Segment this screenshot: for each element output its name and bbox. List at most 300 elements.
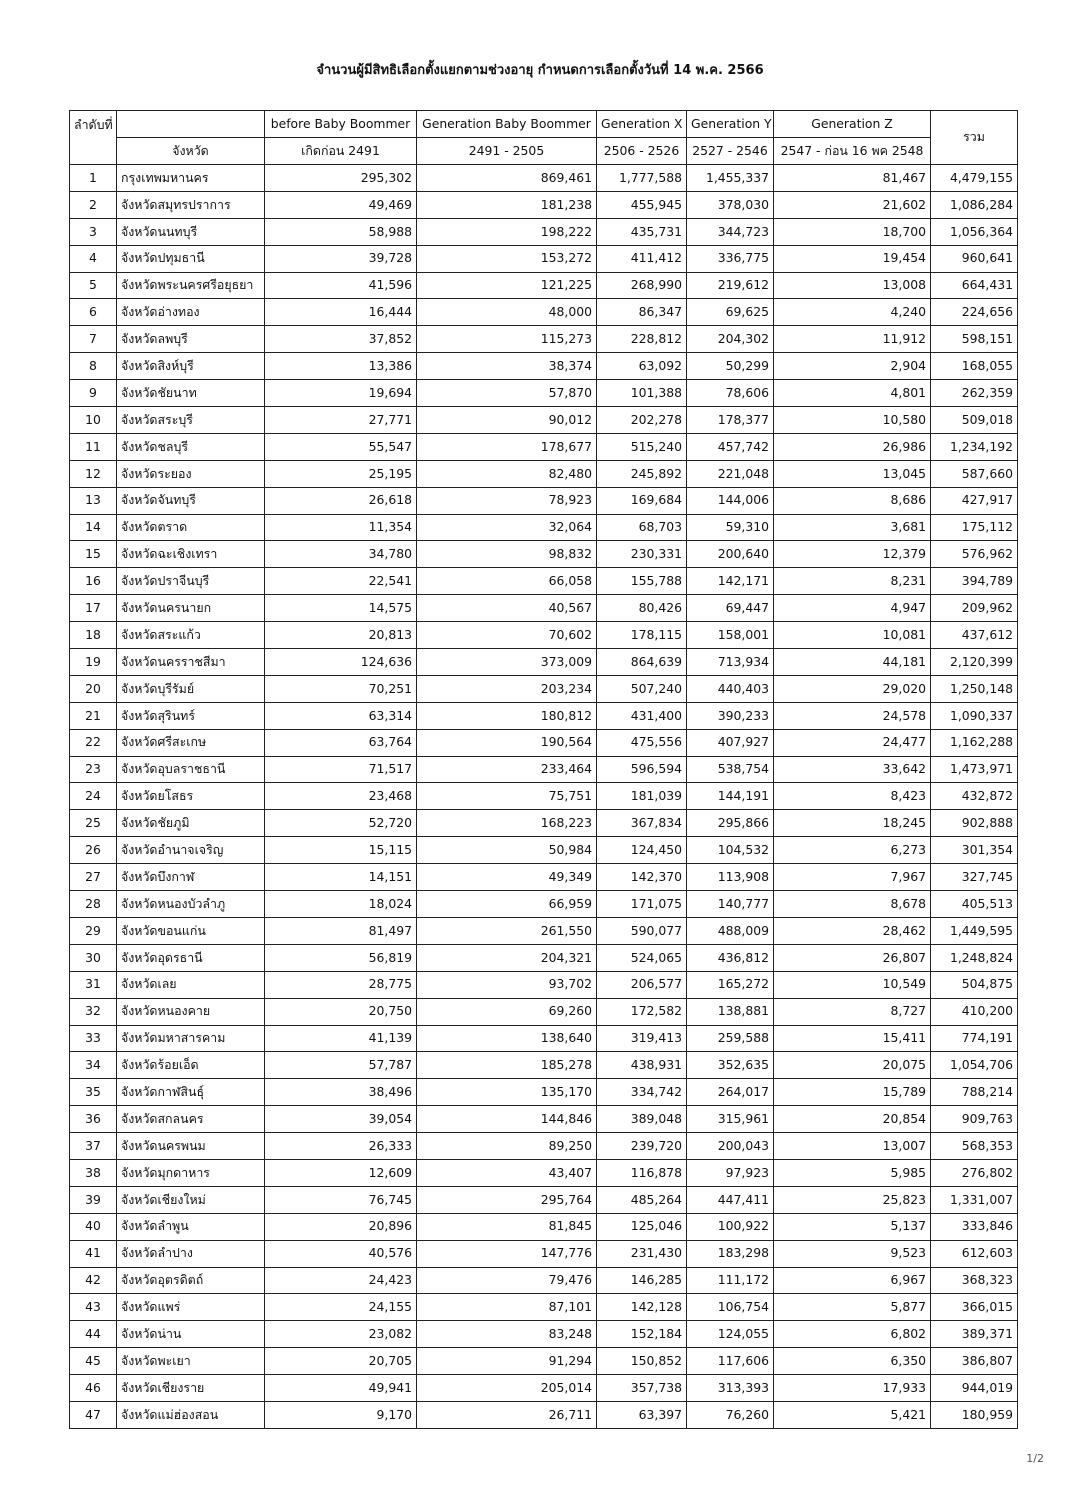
province-cell: จังหวัดสิงห์บุรี (117, 353, 265, 380)
total-cell: 664,431 (931, 272, 1018, 299)
total-cell: 410,200 (931, 998, 1018, 1025)
rank-cell: 4 (70, 245, 117, 272)
gen-x-cell: 152,184 (597, 1321, 687, 1348)
boomer-cell: 93,702 (417, 971, 597, 998)
header-range-y: 2527 - 2546 (687, 138, 774, 165)
total-cell: 276,802 (931, 1159, 1018, 1186)
table-row (70, 837, 1018, 864)
table-row (70, 487, 1018, 514)
gen-x-cell: 124,450 (597, 837, 687, 864)
before-boomer-cell: 26,618 (265, 487, 417, 514)
table-row (70, 1133, 1018, 1160)
boomer-cell: 48,000 (417, 299, 597, 326)
gen-x-cell: 357,738 (597, 1375, 687, 1402)
rank-cell: 12 (70, 460, 117, 487)
table-row (70, 917, 1018, 944)
province-cell: จังหวัดตราด (117, 514, 265, 541)
table-row (70, 407, 1018, 434)
gen-y-cell: 200,640 (687, 541, 774, 568)
total-cell: 389,371 (931, 1321, 1018, 1348)
province-cell: จังหวัดชัยภูมิ (117, 810, 265, 837)
rank-cell: 9 (70, 380, 117, 407)
gen-y-cell: 352,635 (687, 1052, 774, 1079)
gen-x-cell: 596,594 (597, 756, 687, 783)
before-boomer-cell: 22,541 (265, 568, 417, 595)
before-boomer-cell: 55,547 (265, 433, 417, 460)
total-cell: 224,656 (931, 299, 1018, 326)
boomer-cell: 869,461 (417, 165, 597, 192)
gen-y-cell: 447,411 (687, 1186, 774, 1213)
total-cell: 568,353 (931, 1133, 1018, 1160)
table-row (70, 380, 1018, 407)
total-cell: 168,055 (931, 353, 1018, 380)
gen-z-cell: 25,823 (774, 1186, 931, 1213)
total-cell: 1,449,595 (931, 917, 1018, 944)
gen-x-cell: 142,370 (597, 864, 687, 891)
total-cell: 944,019 (931, 1375, 1018, 1402)
total-cell: 4,479,155 (931, 165, 1018, 192)
header-gen-z: Generation Z (774, 111, 931, 138)
gen-x-cell: 155,788 (597, 568, 687, 595)
rank-cell: 6 (70, 299, 117, 326)
rank-cell: 35 (70, 1079, 117, 1106)
total-cell: 774,191 (931, 1025, 1018, 1052)
province-cell: จังหวัดเชียงใหม่ (117, 1186, 265, 1213)
gen-z-cell: 5,985 (774, 1159, 931, 1186)
gen-x-cell: 1,777,588 (597, 165, 687, 192)
gen-y-cell: 69,625 (687, 299, 774, 326)
gen-y-cell: 336,775 (687, 245, 774, 272)
rank-cell: 11 (70, 433, 117, 460)
province-cell: จังหวัดปราจีนบุรี (117, 568, 265, 595)
gen-y-cell: 113,908 (687, 864, 774, 891)
total-cell: 902,888 (931, 810, 1018, 837)
gen-z-cell: 8,727 (774, 998, 931, 1025)
boomer-cell: 49,349 (417, 864, 597, 891)
gen-z-cell: 26,986 (774, 433, 931, 460)
before-boomer-cell: 18,024 (265, 891, 417, 918)
total-cell: 405,513 (931, 891, 1018, 918)
gen-z-cell: 15,789 (774, 1079, 931, 1106)
header-row-2 (70, 138, 1018, 165)
gen-x-cell: 228,812 (597, 326, 687, 353)
rank-cell: 7 (70, 326, 117, 353)
table-row (70, 541, 1018, 568)
table-row (70, 272, 1018, 299)
before-boomer-cell: 41,596 (265, 272, 417, 299)
table-row (70, 1186, 1018, 1213)
gen-x-cell: 68,703 (597, 514, 687, 541)
province-cell: จังหวัดลพบุรี (117, 326, 265, 353)
gen-y-cell: 264,017 (687, 1079, 774, 1106)
province-cell: จังหวัดพะเยา (117, 1348, 265, 1375)
province-cell: จังหวัดปทุมธานี (117, 245, 265, 272)
gen-z-cell: 20,075 (774, 1052, 931, 1079)
gen-x-cell: 150,852 (597, 1348, 687, 1375)
gen-x-cell: 239,720 (597, 1133, 687, 1160)
boomer-cell: 233,464 (417, 756, 597, 783)
table-row (70, 1079, 1018, 1106)
before-boomer-cell: 9,170 (265, 1401, 417, 1428)
boomer-cell: 57,870 (417, 380, 597, 407)
gen-x-cell: 63,092 (597, 353, 687, 380)
table-row (70, 864, 1018, 891)
before-boomer-cell: 39,054 (265, 1106, 417, 1133)
table-row (70, 998, 1018, 1025)
gen-x-cell: 411,412 (597, 245, 687, 272)
rank-cell: 26 (70, 837, 117, 864)
gen-x-cell: 146,285 (597, 1267, 687, 1294)
boomer-cell: 295,764 (417, 1186, 597, 1213)
boomer-cell: 91,294 (417, 1348, 597, 1375)
table-row (70, 1348, 1018, 1375)
gen-y-cell: 315,961 (687, 1106, 774, 1133)
before-boomer-cell: 63,764 (265, 729, 417, 756)
table-row (70, 433, 1018, 460)
rank-cell: 20 (70, 675, 117, 702)
header-province: จังหวัด (117, 138, 265, 165)
boomer-cell: 43,407 (417, 1159, 597, 1186)
gen-y-cell: 144,191 (687, 783, 774, 810)
before-boomer-cell: 39,728 (265, 245, 417, 272)
rank-cell: 33 (70, 1025, 117, 1052)
rank-cell: 8 (70, 353, 117, 380)
province-cell: จังหวัดสมุทรปราการ (117, 191, 265, 218)
table-row (70, 1401, 1018, 1428)
rank-cell: 14 (70, 514, 117, 541)
province-cell: จังหวัดลำปาง (117, 1240, 265, 1267)
table-row (70, 1375, 1018, 1402)
total-cell: 909,763 (931, 1106, 1018, 1133)
gen-x-cell: 142,128 (597, 1294, 687, 1321)
before-boomer-cell: 49,469 (265, 191, 417, 218)
province-cell: จังหวัดนนทบุรี (117, 218, 265, 245)
gen-y-cell: 100,922 (687, 1213, 774, 1240)
total-cell: 1,473,971 (931, 756, 1018, 783)
table-row (70, 756, 1018, 783)
table-row (70, 810, 1018, 837)
boomer-cell: 87,101 (417, 1294, 597, 1321)
province-cell: จังหวัดหนองคาย (117, 998, 265, 1025)
before-boomer-cell: 58,988 (265, 218, 417, 245)
before-boomer-cell: 63,314 (265, 702, 417, 729)
rank-cell: 2 (70, 191, 117, 218)
boomer-cell: 115,273 (417, 326, 597, 353)
gen-z-cell: 19,454 (774, 245, 931, 272)
before-boomer-cell: 124,636 (265, 649, 417, 676)
total-cell: 180,959 (931, 1401, 1018, 1428)
gen-y-cell: 390,233 (687, 702, 774, 729)
gen-z-cell: 3,681 (774, 514, 931, 541)
rank-cell: 19 (70, 649, 117, 676)
gen-z-cell: 5,421 (774, 1401, 931, 1428)
before-boomer-cell: 41,139 (265, 1025, 417, 1052)
gen-y-cell: 165,272 (687, 971, 774, 998)
province-cell: จังหวัดอุตรดิตถ์ (117, 1267, 265, 1294)
boomer-cell: 98,832 (417, 541, 597, 568)
gen-z-cell: 18,245 (774, 810, 931, 837)
boomer-cell: 185,278 (417, 1052, 597, 1079)
gen-z-cell: 18,700 (774, 218, 931, 245)
before-boomer-cell: 71,517 (265, 756, 417, 783)
province-cell: จังหวัดแม่ฮ่องสอน (117, 1401, 265, 1428)
rank-cell: 47 (70, 1401, 117, 1428)
boomer-cell: 144,846 (417, 1106, 597, 1133)
gen-z-cell: 44,181 (774, 649, 931, 676)
province-cell: จังหวัดอำนาจเจริญ (117, 837, 265, 864)
boomer-cell: 79,476 (417, 1267, 597, 1294)
gen-x-cell: 334,742 (597, 1079, 687, 1106)
gen-x-cell: 80,426 (597, 595, 687, 622)
rank-cell: 27 (70, 864, 117, 891)
table-row (70, 568, 1018, 595)
gen-x-cell: 63,397 (597, 1401, 687, 1428)
province-cell: จังหวัดระยอง (117, 460, 265, 487)
table-row (70, 1267, 1018, 1294)
gen-y-cell: 313,393 (687, 1375, 774, 1402)
boomer-cell: 70,602 (417, 622, 597, 649)
gen-z-cell: 24,477 (774, 729, 931, 756)
before-boomer-cell: 27,771 (265, 407, 417, 434)
boomer-cell: 181,238 (417, 191, 597, 218)
gen-z-cell: 26,807 (774, 944, 931, 971)
gen-x-cell: 231,430 (597, 1240, 687, 1267)
rank-cell: 32 (70, 998, 117, 1025)
before-boomer-cell: 295,302 (265, 165, 417, 192)
before-boomer-cell: 38,496 (265, 1079, 417, 1106)
gen-z-cell: 17,933 (774, 1375, 931, 1402)
table-row (70, 1106, 1018, 1133)
gen-x-cell: 169,684 (597, 487, 687, 514)
rank-cell: 18 (70, 622, 117, 649)
gen-y-cell: 1,455,337 (687, 165, 774, 192)
gen-y-cell: 140,777 (687, 891, 774, 918)
rank-cell: 23 (70, 756, 117, 783)
rank-cell: 36 (70, 1106, 117, 1133)
gen-y-cell: 457,742 (687, 433, 774, 460)
boomer-cell: 83,248 (417, 1321, 597, 1348)
total-cell: 1,248,824 (931, 944, 1018, 971)
page-title: จำนวนผู้มีสิทธิเลือกตั้งแยกตามช่วงอายุ กำหนดการเลือกตั้งวันที่ 14 พ.ค. 2566 (316, 63, 764, 78)
rank-cell: 37 (70, 1133, 117, 1160)
header-range-boomer: 2491 - 2505 (417, 138, 597, 165)
boomer-cell: 90,012 (417, 407, 597, 434)
boomer-cell: 75,751 (417, 783, 597, 810)
boomer-cell: 205,014 (417, 1375, 597, 1402)
total-cell: 1,086,284 (931, 191, 1018, 218)
table-row (70, 891, 1018, 918)
gen-y-cell: 158,001 (687, 622, 774, 649)
before-boomer-cell: 57,787 (265, 1052, 417, 1079)
before-boomer-cell: 49,941 (265, 1375, 417, 1402)
boomer-cell: 261,550 (417, 917, 597, 944)
total-cell: 1,162,288 (931, 729, 1018, 756)
province-cell: จังหวัดแพร่ (117, 1294, 265, 1321)
before-boomer-cell: 15,115 (265, 837, 417, 864)
boomer-cell: 168,223 (417, 810, 597, 837)
boomer-cell: 38,374 (417, 353, 597, 380)
province-cell: จังหวัดสระแก้ว (117, 622, 265, 649)
table-row (70, 326, 1018, 353)
gen-y-cell: 59,310 (687, 514, 774, 541)
province-cell: จังหวัดฉะเชิงเทรา (117, 541, 265, 568)
province-cell: จังหวัดเลย (117, 971, 265, 998)
gen-x-cell: 389,048 (597, 1106, 687, 1133)
province-cell: จังหวัดสุรินทร์ (117, 702, 265, 729)
boomer-cell: 153,272 (417, 245, 597, 272)
gen-x-cell: 485,264 (597, 1186, 687, 1213)
before-boomer-cell: 11,354 (265, 514, 417, 541)
rank-cell: 17 (70, 595, 117, 622)
gen-z-cell: 10,081 (774, 622, 931, 649)
gen-y-cell: 219,612 (687, 272, 774, 299)
before-boomer-cell: 56,819 (265, 944, 417, 971)
rank-cell: 38 (70, 1159, 117, 1186)
table-row (70, 971, 1018, 998)
gen-y-cell: 436,812 (687, 944, 774, 971)
total-cell: 1,331,007 (931, 1186, 1018, 1213)
gen-y-cell: 50,299 (687, 353, 774, 380)
table-row (70, 1240, 1018, 1267)
gen-x-cell: 230,331 (597, 541, 687, 568)
before-boomer-cell: 20,705 (265, 1348, 417, 1375)
total-cell: 576,962 (931, 541, 1018, 568)
province-cell: จังหวัดมุกดาหาร (117, 1159, 265, 1186)
gen-x-cell: 171,075 (597, 891, 687, 918)
table-row (70, 729, 1018, 756)
gen-y-cell: 344,723 (687, 218, 774, 245)
gen-y-cell: 142,171 (687, 568, 774, 595)
boomer-cell: 121,225 (417, 272, 597, 299)
before-boomer-cell: 70,251 (265, 675, 417, 702)
gen-z-cell: 2,904 (774, 353, 931, 380)
table-row (70, 1294, 1018, 1321)
province-cell: จังหวัดอุดรธานี (117, 944, 265, 971)
gen-y-cell: 106,754 (687, 1294, 774, 1321)
gen-y-cell: 200,043 (687, 1133, 774, 1160)
province-cell: จังหวัดขอนแก่น (117, 917, 265, 944)
before-boomer-cell: 24,155 (265, 1294, 417, 1321)
before-boomer-cell: 40,576 (265, 1240, 417, 1267)
before-boomer-cell: 16,444 (265, 299, 417, 326)
rank-cell: 44 (70, 1321, 117, 1348)
header-range-x: 2506 - 2526 (597, 138, 687, 165)
gen-y-cell: 407,927 (687, 729, 774, 756)
table-row (70, 1025, 1018, 1052)
gen-x-cell: 206,577 (597, 971, 687, 998)
rank-cell: 24 (70, 783, 117, 810)
province-cell: จังหวัดกาฬสินธุ์ (117, 1079, 265, 1106)
province-cell: จังหวัดนครราชสีมา (117, 649, 265, 676)
table-row (70, 649, 1018, 676)
province-cell: จังหวัดสกลนคร (117, 1106, 265, 1133)
table-row (70, 1052, 1018, 1079)
gen-z-cell: 5,137 (774, 1213, 931, 1240)
province-cell: จังหวัดมหาสารคาม (117, 1025, 265, 1052)
gen-z-cell: 10,580 (774, 407, 931, 434)
gen-x-cell: 475,556 (597, 729, 687, 756)
gen-x-cell: 202,278 (597, 407, 687, 434)
before-boomer-cell: 76,745 (265, 1186, 417, 1213)
before-boomer-cell: 23,082 (265, 1321, 417, 1348)
gen-z-cell: 8,231 (774, 568, 931, 595)
total-cell: 394,789 (931, 568, 1018, 595)
boomer-cell: 50,984 (417, 837, 597, 864)
gen-x-cell: 864,639 (597, 649, 687, 676)
page-number: 1/2 (1026, 1452, 1044, 1465)
gen-y-cell: 183,298 (687, 1240, 774, 1267)
boomer-cell: 66,959 (417, 891, 597, 918)
gen-y-cell: 144,006 (687, 487, 774, 514)
province-cell: จังหวัดบุรีรัมย์ (117, 675, 265, 702)
gen-z-cell: 33,642 (774, 756, 931, 783)
gen-z-cell: 28,462 (774, 917, 931, 944)
header-gen-x: Generation X (597, 111, 687, 138)
province-cell: จังหวัดอ่างทอง (117, 299, 265, 326)
total-cell: 366,015 (931, 1294, 1018, 1321)
table-row (70, 353, 1018, 380)
rank-cell: 1 (70, 165, 117, 192)
rank-cell: 30 (70, 944, 117, 971)
province-cell: จังหวัดศรีสะเกษ (117, 729, 265, 756)
boomer-cell: 204,321 (417, 944, 597, 971)
total-cell: 2,120,399 (931, 649, 1018, 676)
province-cell: จังหวัดน่าน (117, 1321, 265, 1348)
province-cell: จังหวัดร้อยเอ็ด (117, 1052, 265, 1079)
rank-cell: 10 (70, 407, 117, 434)
gen-y-cell: 117,606 (687, 1348, 774, 1375)
rank-cell: 43 (70, 1294, 117, 1321)
gen-x-cell: 455,945 (597, 191, 687, 218)
boomer-cell: 135,170 (417, 1079, 597, 1106)
gen-z-cell: 10,549 (774, 971, 931, 998)
before-boomer-cell: 24,423 (265, 1267, 417, 1294)
total-cell: 1,090,337 (931, 702, 1018, 729)
gen-x-cell: 524,065 (597, 944, 687, 971)
gen-x-cell: 172,582 (597, 998, 687, 1025)
gen-z-cell: 21,602 (774, 191, 931, 218)
province-cell: จังหวัดชัยนาท (117, 380, 265, 407)
boomer-cell: 26,711 (417, 1401, 597, 1428)
before-boomer-cell: 20,750 (265, 998, 417, 1025)
rank-cell: 13 (70, 487, 117, 514)
gen-y-cell: 259,588 (687, 1025, 774, 1052)
boomer-cell: 190,564 (417, 729, 597, 756)
gen-z-cell: 11,912 (774, 326, 931, 353)
gen-y-cell: 69,447 (687, 595, 774, 622)
gen-y-cell: 204,302 (687, 326, 774, 353)
header-rank: ลำดับที่ (70, 111, 117, 165)
gen-x-cell: 116,878 (597, 1159, 687, 1186)
gen-x-cell: 367,834 (597, 810, 687, 837)
total-cell: 1,250,148 (931, 675, 1018, 702)
gen-z-cell: 8,686 (774, 487, 931, 514)
before-boomer-cell: 23,468 (265, 783, 417, 810)
table-row (70, 944, 1018, 971)
gen-z-cell: 7,967 (774, 864, 931, 891)
before-boomer-cell: 52,720 (265, 810, 417, 837)
table-row (70, 1213, 1018, 1240)
boomer-cell: 69,260 (417, 998, 597, 1025)
rank-cell: 21 (70, 702, 117, 729)
gen-y-cell: 488,009 (687, 917, 774, 944)
gen-z-cell: 6,967 (774, 1267, 931, 1294)
table-row (70, 299, 1018, 326)
gen-y-cell: 440,403 (687, 675, 774, 702)
total-cell: 437,612 (931, 622, 1018, 649)
total-cell: 432,872 (931, 783, 1018, 810)
before-boomer-cell: 28,775 (265, 971, 417, 998)
